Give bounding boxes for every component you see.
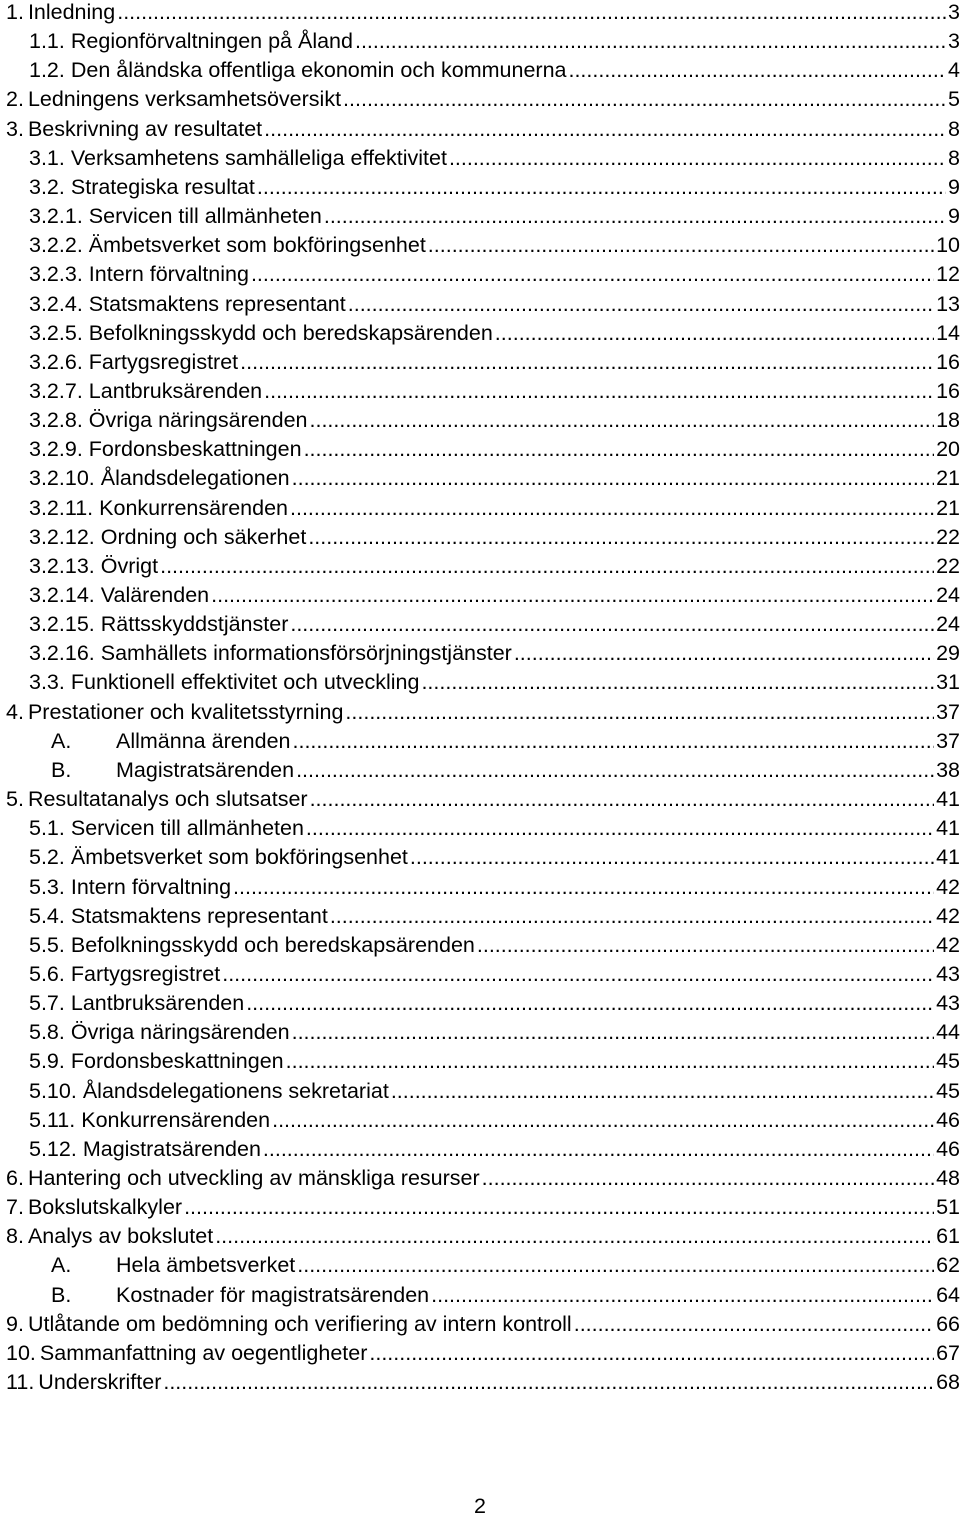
- toc-entry-page: 45: [936, 1049, 960, 1074]
- toc-dot-leader: [246, 989, 934, 1018]
- toc-entry-line: [51, 756, 960, 785]
- toc-dot-leader: [482, 1164, 934, 1193]
- toc-entry: [0, 668, 960, 697]
- toc-dot-leader: [308, 523, 934, 552]
- toc-entry-line: [6, 85, 960, 114]
- toc-entry: [0, 960, 960, 989]
- toc-entry-number: 5.3.: [29, 874, 65, 899]
- toc-entry-number: 8.: [6, 1224, 24, 1249]
- toc-entry: [0, 173, 960, 202]
- toc-entry: [0, 1368, 960, 1397]
- toc-entry-line: [29, 581, 960, 610]
- toc-dot-leader: [297, 1251, 934, 1280]
- toc-entry-number: 4.: [6, 699, 24, 724]
- toc-entry-title: Befolkningsskydd och beredskapsärenden: [70, 932, 475, 957]
- toc-entry-line: [6, 115, 960, 144]
- toc-entry-number: 5.4.: [29, 903, 65, 928]
- toc-entry-page: 45: [936, 1078, 960, 1103]
- toc-entry-page: 41: [936, 845, 960, 870]
- toc-entry-line: [29, 173, 960, 202]
- toc-dot-leader: [477, 931, 934, 960]
- toc-entry-number: 9.: [6, 1311, 24, 1336]
- toc-entry-line: [29, 610, 960, 639]
- toc-entry: [0, 785, 960, 814]
- toc-entry: [0, 610, 960, 639]
- toc-entry-page: 43: [936, 961, 960, 986]
- toc-entry-number: 1.2.: [29, 58, 65, 83]
- toc-dot-leader: [290, 494, 934, 523]
- toc-entry: [0, 144, 960, 173]
- toc-entry-line: [6, 785, 960, 814]
- toc-entry-title: Hela ämbetsverket: [116, 1253, 296, 1278]
- toc-entry: [0, 639, 960, 668]
- toc-entry-line: [29, 989, 960, 1018]
- toc-entry-title: Fordonsbeskattningen: [88, 437, 302, 462]
- toc-entry-line: [29, 144, 960, 173]
- toc-dot-leader: [272, 1106, 934, 1135]
- toc-entry-line: [29, 639, 960, 668]
- toc-entry-page: 14: [936, 320, 960, 345]
- toc-entry-line: [6, 698, 960, 727]
- toc-entry-page: 5: [948, 87, 960, 112]
- toc-entry-title: Ålandsdelegationens sekretariat: [82, 1078, 389, 1103]
- toc-entry-number: 3.2.15.: [29, 612, 95, 637]
- toc-entry-title: Intern förvaltning: [70, 874, 232, 899]
- toc-entry: [0, 464, 960, 493]
- toc-entry-title: Allmänna ärenden: [116, 728, 291, 753]
- toc-entry-number: 7.: [6, 1195, 24, 1220]
- toc-entry: [0, 727, 960, 756]
- toc-entry-number: 5.10.: [29, 1078, 77, 1103]
- toc-entry-page: 68: [936, 1370, 960, 1395]
- toc-dot-leader: [263, 1135, 934, 1164]
- toc-dot-leader: [286, 1047, 934, 1076]
- toc-entry-line: [29, 406, 960, 435]
- toc-entry-title: Prestationer och kvalitetsstyrning: [27, 699, 344, 724]
- toc-entry-page: 22: [936, 553, 960, 578]
- toc-entry-title: Ålandsdelegationen: [100, 466, 290, 491]
- toc-entry-number: 3.2.7.: [29, 378, 83, 403]
- toc-dot-leader: [310, 785, 935, 814]
- toc-entry-line: [29, 931, 960, 960]
- toc-dot-leader: [345, 698, 934, 727]
- toc-entry-number: 3.2.4.: [29, 291, 83, 316]
- toc-entry: [0, 698, 960, 727]
- toc-entry-page: 43: [936, 991, 960, 1016]
- toc-entry-title: Servicen till allmänheten: [88, 204, 322, 229]
- toc-entry-page: 20: [936, 437, 960, 462]
- toc-entry-number: 3.2.16.: [29, 641, 95, 666]
- toc-entry-title: Samhällets informationsförsörjningstjänster: [100, 641, 512, 666]
- toc-dot-leader: [310, 406, 935, 435]
- toc-dot-leader: [184, 1193, 934, 1222]
- toc-entry: [0, 494, 960, 523]
- toc-entry-line: [29, 552, 960, 581]
- toc-entry: [0, 290, 960, 319]
- toc-entry-title: Konkurrensärenden: [99, 495, 289, 520]
- toc-entry-page: 22: [936, 524, 960, 549]
- toc-dot-leader: [355, 27, 946, 56]
- toc-dot-leader: [343, 85, 946, 114]
- toc-entry-title: Servicen till allmänheten: [70, 816, 304, 841]
- toc-entry-title: Fordonsbeskattningen: [70, 1049, 284, 1074]
- toc-entry-title: Lantbruksärenden: [88, 378, 263, 403]
- toc-entry-page: 12: [936, 262, 960, 287]
- toc-entry-title: Övriga näringsärenden: [88, 408, 308, 433]
- toc-entry: [0, 1281, 960, 1310]
- toc-entry-number: 5.1.: [29, 816, 65, 841]
- toc-entry-page: 61: [936, 1224, 960, 1249]
- toc-entry-number: B.: [51, 1282, 72, 1307]
- toc-entry-page: 8: [948, 116, 960, 141]
- toc-dot-leader: [431, 1281, 934, 1310]
- toc-entry: [0, 523, 960, 552]
- toc-entry-title: Regionförvaltningen på Åland: [70, 29, 353, 54]
- toc-dot-leader: [391, 1077, 934, 1106]
- toc-entry-number: 5.9.: [29, 1049, 65, 1074]
- toc-entry-page: 29: [936, 641, 960, 666]
- toc-entry-title: Sammanfattning av oegentligheter: [39, 1340, 368, 1365]
- toc-entry-number: 3.2.5.: [29, 320, 83, 345]
- toc-entry-page: 44: [936, 1020, 960, 1045]
- toc-entry-page: 10: [936, 233, 960, 258]
- toc-entry-line: [51, 727, 960, 756]
- toc-entry: [0, 1251, 960, 1280]
- toc-entry-title: Ämbetsverket som bokföringsenhet: [70, 845, 408, 870]
- toc-entry-title: Hantering och utveckling av mänskliga resurser: [27, 1166, 480, 1190]
- toc-entry-title: Bokslutskalkyler: [27, 1195, 183, 1220]
- toc-entry-page: 62: [936, 1253, 960, 1278]
- toc-entry-title: Befolkningsskydd och beredskapsärenden: [88, 320, 493, 345]
- toc-entry-page: 31: [936, 670, 960, 695]
- toc-dot-leader: [264, 377, 934, 406]
- toc-entry-line: [29, 202, 960, 231]
- toc-entry-title: Resultatanalys och slutsatser: [27, 787, 308, 812]
- toc-entry-title: Rättsskyddstjänster: [100, 612, 289, 637]
- page-number: 2: [474, 1494, 486, 1518]
- toc-entry: [0, 0, 960, 27]
- toc-entry: [0, 1164, 960, 1193]
- toc-entry-page: 3: [948, 29, 960, 54]
- toc-dot-leader: [574, 1310, 934, 1339]
- toc-entry-line: [51, 1251, 960, 1280]
- toc-entry-page: 3: [948, 0, 960, 24]
- toc-entry-number: 3.2.11.: [29, 495, 94, 520]
- toc-dot-leader: [240, 348, 934, 377]
- toc-entry: [0, 56, 960, 85]
- toc-entry: [0, 1018, 960, 1047]
- toc-entry-title: Analys av bokslutet: [27, 1224, 214, 1249]
- toc-entry-page: 9: [948, 174, 960, 199]
- toc-entry-number: 5.2.: [29, 845, 65, 870]
- toc-entry-title: Kostnader för magistratsärenden: [116, 1282, 430, 1307]
- toc-entry-page: 37: [936, 728, 960, 753]
- toc-entry-line: [6, 1368, 960, 1397]
- toc-entry: [0, 1047, 960, 1076]
- toc-entry-number: 5.8.: [29, 1020, 65, 1045]
- toc-dot-leader: [421, 668, 934, 697]
- toc-entry-line: [29, 290, 960, 319]
- toc-entry-title: Underskrifter: [38, 1370, 162, 1395]
- toc-dot-leader: [257, 173, 946, 202]
- toc-entry-title: Fartygsregistret: [88, 349, 239, 374]
- toc-entry-line: [29, 1077, 960, 1106]
- toc-dot-leader: [304, 435, 935, 464]
- toc-entry-page: 67: [936, 1340, 960, 1365]
- toc-entry-line: [29, 348, 960, 377]
- toc-entry-title: Funktionell effektivitet och utveckling: [70, 670, 420, 695]
- toc-entry-page: 21: [936, 495, 960, 520]
- toc-entry-title: Statsmaktens representant: [88, 291, 346, 316]
- toc-entry-number: 6.: [6, 1166, 24, 1190]
- toc-entry-page: 51: [936, 1195, 960, 1220]
- toc-entry-title: Ämbetsverket som bokföringsenhet: [88, 233, 426, 258]
- toc-entry-title: Konkurrensärenden: [81, 1107, 271, 1132]
- toc-dot-leader: [293, 727, 935, 756]
- toc-entry-page: 38: [936, 757, 960, 782]
- toc-entry-number: 2.: [6, 87, 24, 112]
- toc-entry-page: 46: [936, 1136, 960, 1161]
- toc-entry-line: [29, 464, 960, 493]
- toc-entry-line: [6, 0, 960, 27]
- toc-entry: [0, 814, 960, 843]
- toc-entry-line: [29, 319, 960, 348]
- toc-entry: [0, 873, 960, 902]
- toc-entry-line: [6, 1339, 960, 1368]
- toc-entry-line: [29, 494, 960, 523]
- toc-dot-leader: [410, 843, 934, 872]
- toc-entry-line: [29, 435, 960, 464]
- toc-entry-title: Magistratsärenden: [116, 757, 295, 782]
- toc-entry: [0, 1106, 960, 1135]
- toc-entry-page: 24: [936, 583, 960, 607]
- toc-entry-number: 3.: [6, 116, 24, 141]
- toc-entry-title: Valärenden: [100, 583, 210, 607]
- toc-entry-number: A.: [51, 728, 72, 753]
- toc-entry-page: 37: [936, 699, 960, 724]
- toc-entry-number: 3.2.10.: [29, 466, 95, 491]
- toc-entry-page: 4: [948, 58, 960, 83]
- toc-dot-leader: [306, 814, 934, 843]
- toc-entry: [0, 348, 960, 377]
- toc-entry-line: [29, 1018, 960, 1047]
- toc-entry-page: 41: [936, 787, 960, 812]
- toc-entry: [0, 581, 960, 610]
- toc-entry-line: [29, 1047, 960, 1076]
- toc-entry-number: 3.2.3.: [29, 262, 83, 287]
- toc-entry-number: 1.: [6, 0, 24, 24]
- toc-entry-line: [29, 231, 960, 260]
- toc-entry-number: 3.2.1.: [29, 204, 83, 229]
- toc-dot-leader: [514, 639, 934, 668]
- toc-entry-title: Strategiska resultat: [70, 174, 255, 199]
- toc-entry-page: 46: [936, 1107, 960, 1132]
- toc-dot-leader: [568, 56, 946, 85]
- toc-entry-number: 3.2.12.: [29, 524, 95, 549]
- toc-entry-page: 16: [936, 378, 960, 403]
- toc-entry-title: Övriga näringsärenden: [70, 1020, 290, 1045]
- toc-entry-line: [51, 1281, 960, 1310]
- toc-dot-leader: [296, 756, 934, 785]
- toc-entry-page: 48: [936, 1166, 960, 1190]
- toc-entry-line: [29, 27, 960, 56]
- toc-entry: [0, 435, 960, 464]
- toc-entry-title: Beskrivning av resultatet: [27, 116, 263, 141]
- toc-dot-leader: [330, 902, 934, 931]
- toc-entry-page: 13: [936, 291, 960, 316]
- toc-entry: [0, 1222, 960, 1251]
- toc-entry-title: Inledning: [27, 0, 116, 24]
- toc-entry-title: Statsmaktens representant: [70, 903, 328, 928]
- toc-entry-number: 3.3.: [29, 670, 65, 695]
- toc-entry: [0, 552, 960, 581]
- toc-entry-number: 5.: [6, 787, 24, 812]
- toc-entry: [0, 1339, 960, 1368]
- toc-entry-page: 24: [936, 612, 960, 637]
- toc-entry-line: [29, 1135, 960, 1164]
- toc-entry-number: 5.7.: [29, 991, 65, 1016]
- toc-entry-page: 8: [948, 145, 960, 170]
- toc-entry-page: 41: [936, 816, 960, 841]
- toc-dot-leader: [324, 202, 946, 231]
- toc-entry-title: Fartygsregistret: [70, 961, 221, 986]
- toc-entry: [0, 406, 960, 435]
- toc-entry-page: 64: [936, 1282, 960, 1307]
- toc-entry-number: 3.1.: [29, 145, 65, 170]
- toc-entry-number: 3.2.14.: [29, 583, 95, 607]
- toc-entry: [0, 1077, 960, 1106]
- toc-entry-line: [29, 843, 960, 872]
- toc-entry-line: [29, 260, 960, 289]
- toc-entry: [0, 85, 960, 114]
- toc-dot-leader: [264, 115, 946, 144]
- toc-entry-number: 11.: [6, 1370, 35, 1395]
- toc-dot-leader: [215, 1222, 934, 1251]
- toc-entry-line: [29, 668, 960, 697]
- toc-entry-title: Magistratsärenden: [82, 1136, 261, 1161]
- toc-entry: [0, 260, 960, 289]
- toc-entry-line: [6, 1222, 960, 1251]
- toc-dot-leader: [211, 581, 934, 610]
- toc-entry-title: Övrigt: [100, 553, 159, 578]
- toc-entry-number: 3.2.9.: [29, 437, 83, 462]
- toc-dot-leader: [292, 1018, 934, 1047]
- toc-entry-number: 5.5.: [29, 932, 65, 957]
- toc-entry-line: [29, 873, 960, 902]
- toc-entry-title: Den åländska offentliga ekonomin och kommunerna: [70, 58, 567, 83]
- toc-dot-leader: [233, 873, 934, 902]
- toc-entry-line: [6, 1164, 960, 1193]
- toc-entry-line: [29, 902, 960, 931]
- toc-entry-title: Ledningens verksamhetsöversikt: [27, 87, 342, 112]
- toc-entry-title: Utlåtande om bedömning och verifiering av intern kontroll: [27, 1311, 572, 1336]
- toc-entry-page: 42: [936, 874, 960, 899]
- toc-entry-title: Verksamhetens samhälleliga effektivitet: [70, 145, 447, 170]
- toc-entry-number: 1.1.: [29, 29, 65, 54]
- toc-entry: [0, 319, 960, 348]
- toc-entry-page: 42: [936, 903, 960, 928]
- toc-dot-leader: [495, 319, 934, 348]
- toc-dot-leader: [292, 464, 934, 493]
- toc-dot-leader: [222, 960, 934, 989]
- toc-entry-number: A.: [51, 1253, 72, 1278]
- toc-entry-number: 3.2.: [29, 174, 65, 199]
- toc-entry-number: 3.2.2.: [29, 233, 83, 258]
- toc-entry: [0, 989, 960, 1018]
- toc-entry-page: 66: [936, 1311, 960, 1336]
- toc-dot-leader: [251, 260, 934, 289]
- toc-entry-title: Ordning och säkerhet: [100, 524, 307, 549]
- toc-dot-leader: [369, 1339, 934, 1368]
- toc-entry-number: 5.12.: [29, 1136, 77, 1161]
- toc-entry-line: [29, 56, 960, 85]
- toc-entry-number: 3.2.8.: [29, 408, 83, 433]
- toc-dot-leader: [449, 144, 946, 173]
- toc-entry-page: 21: [936, 466, 960, 491]
- toc-entry-number: 10.: [6, 1340, 36, 1365]
- toc-entry-number: 5.11.: [29, 1107, 76, 1132]
- toc-entry: [0, 1193, 960, 1222]
- toc-entry: [0, 27, 960, 56]
- toc-entry-line: [29, 1106, 960, 1135]
- toc-entry: [0, 231, 960, 260]
- toc-entry-page: 9: [948, 204, 960, 229]
- toc-entry: [0, 377, 960, 406]
- toc-entry: [0, 843, 960, 872]
- toc-entry-page: 16: [936, 349, 960, 374]
- toc-entry: [0, 931, 960, 960]
- toc-entry-page: 18: [936, 408, 960, 433]
- toc-entry-line: [6, 1193, 960, 1222]
- toc-entry-page: 42: [936, 932, 960, 957]
- toc-dot-leader: [160, 552, 934, 581]
- toc-entry-title: Intern förvaltning: [88, 262, 249, 287]
- toc-dot-leader: [290, 610, 934, 639]
- toc-entry: [0, 1310, 960, 1339]
- toc-entry-line: [29, 523, 960, 552]
- toc-entry-line: [6, 1310, 960, 1339]
- toc-entry-line: [29, 960, 960, 989]
- toc-dot-leader: [348, 290, 934, 319]
- toc-entry-title: Lantbruksärenden: [70, 991, 245, 1016]
- toc-entry: [0, 1135, 960, 1164]
- toc-entry: [0, 115, 960, 144]
- toc-entry-line: [29, 377, 960, 406]
- toc-entry-number: 5.6.: [29, 961, 65, 986]
- toc-dot-leader: [163, 1368, 934, 1397]
- toc-entry-number: 3.2.13.: [29, 553, 95, 578]
- toc-entry-number: 3.2.6.: [29, 349, 83, 374]
- toc-entry: [0, 202, 960, 231]
- toc-entry-number: B.: [51, 757, 72, 782]
- toc-dot-leader: [117, 0, 946, 27]
- toc-dot-leader: [428, 231, 934, 260]
- toc-entry: [0, 902, 960, 931]
- toc-entry: [0, 756, 960, 785]
- toc-entry-line: [29, 814, 960, 843]
